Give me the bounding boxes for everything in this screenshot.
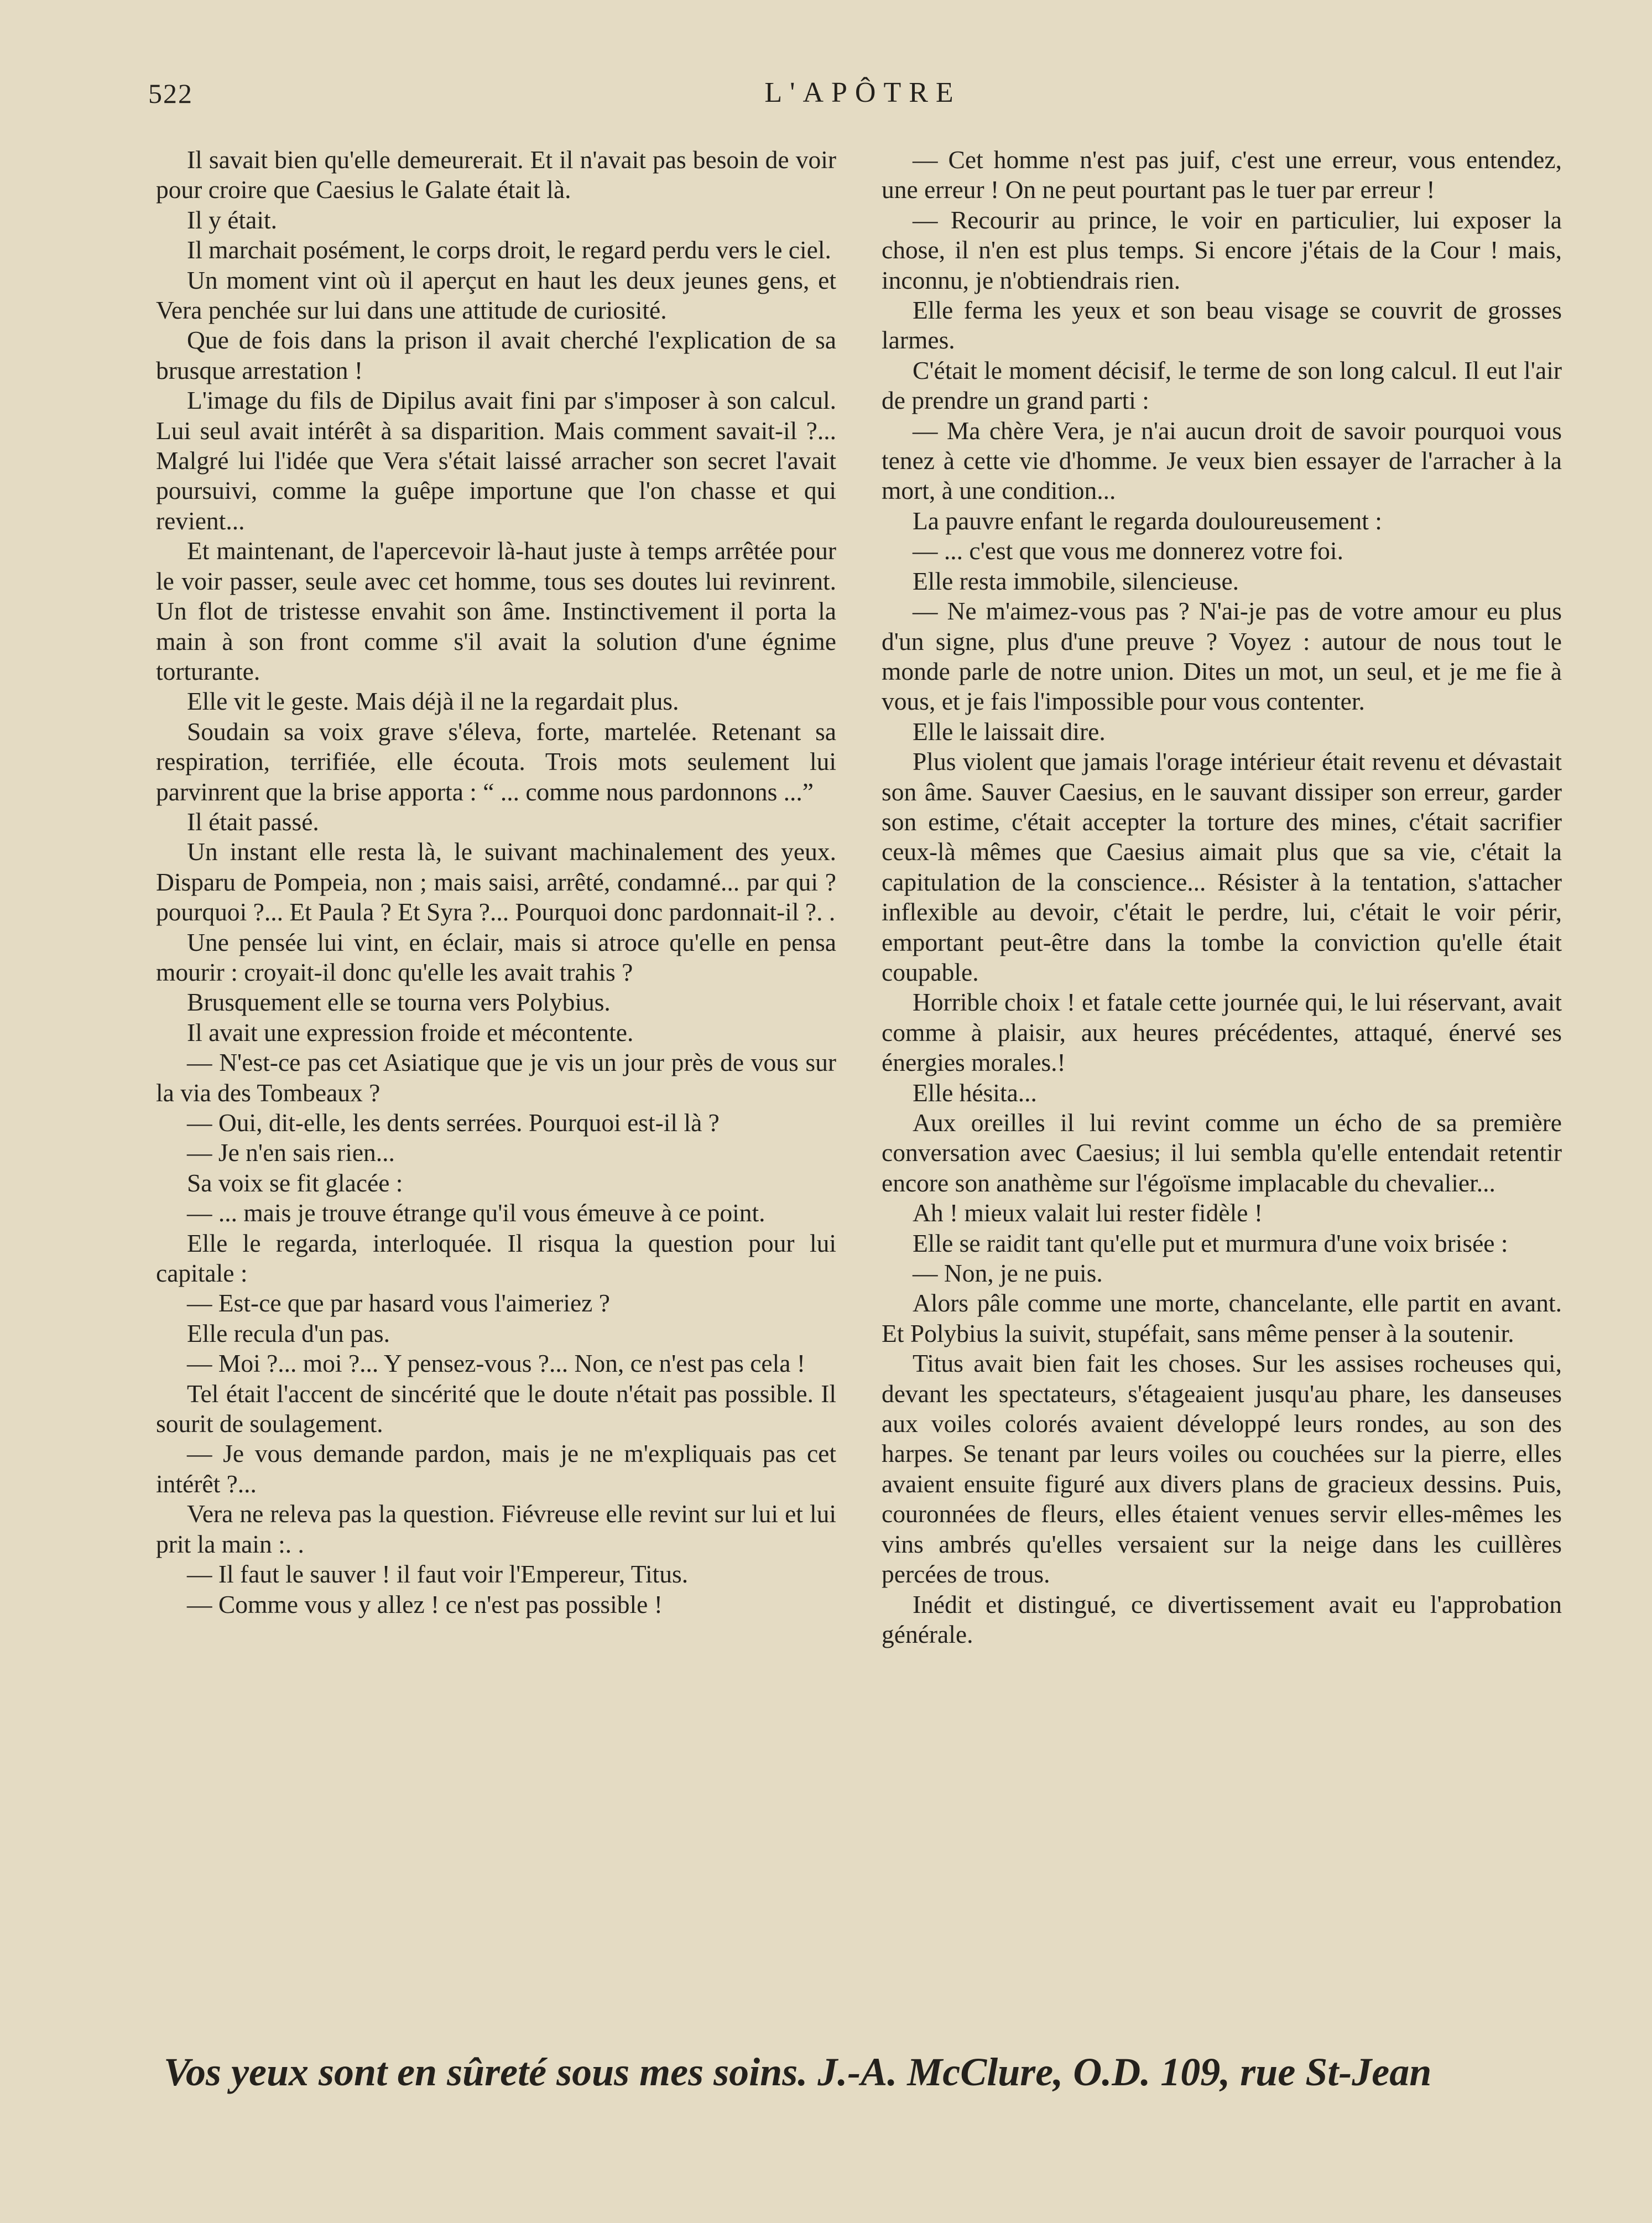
paragraph: — Est-ce que par hasard vous l'aimeriez ? [187,1289,610,1318]
paragraph: Il était passé. [187,807,319,836]
footer-advertisement: Vos yeux sont en sûreté sous mes soins. J.-A. McClure, O.D. 109, rue St-Jean [164,2050,1432,2094]
paragraph: — Recourir au prince, le voir en particulier, lui exposer la chose, il n'en est plus temps. Si encore j'étais de la Cour ! mais, inconnu, je n'obtiendrais rien. [882,205,1562,294]
paragraph: Aux oreilles il lui revint comme un écho de sa première conversation avec Caesius; il lui sembla qu'elle entendait retentir encore son anathème sur l'égoïsme implacable du chevalier... [882,1108,1562,1197]
paragraph: Elle se raidit tant qu'elle put et murmura d'une voix brisée : [913,1228,1508,1257]
paragraph: — Il faut le sauver ! il faut voir l'Empereur, Titus. [187,1560,689,1589]
paragraph: Il marchait posément, le corps droit, le regard perdu vers le ciel. [187,236,831,264]
paragraph: Tel était l'accent de sincérité que le doute n'était pas possible. Il sourit de soulagement. [156,1379,836,1438]
paragraph: — Comme vous y allez ! ce n'est pas possible ! [187,1590,663,1618]
paragraph: Il savait bien qu'elle demeurerait. Et il n'avait pas besoin de voir pour croire que Caesius le Galate était là. [156,145,836,204]
paragraph: Elle recula d'un pas. [187,1319,390,1347]
paragraph: C'était le moment décisif, le terme de son long calcul. Il eut l'air de prendre un grand parti : [882,356,1562,415]
paragraph: L'image du fils de Dipilus avait fini par s'imposer à son calcul. Lui seul avait intérêt à sa disparition. Mais comment savait-il ?... Malgré lui l'idée que Vera s'était laissé arracher son secret l'avait poursuivi, comme la guêpe importune que l'on chasse et qui revient... [156,386,836,535]
paragraph: — Je vous demande pardon, mais je ne m'expliquais pas cet intérêt ?... [156,1439,836,1498]
right-text-column [882,145,1562,1649]
paragraph: — Ne m'aimez-vous pas ? N'ai-je pas de votre amour eu plus d'un signe, plus d'une preuve ? Voyez : autour de nous tout le monde parle de notre union. Dites un mot, un seul, et je me fie à vous, et je fais l'impossible pour vous contenter. [882,597,1562,716]
paragraph: Ah ! mieux valait lui rester fidèle ! [913,1199,1263,1227]
paragraph: Vera ne releva pas la question. Fiévreuse elle revint sur lui et lui prit la main :. . [156,1500,836,1558]
paragraph: — ... c'est que vous me donnerez votre foi. [913,537,1343,565]
paragraph: Elle hésita... [913,1078,1037,1107]
paragraph: La pauvre enfant le regarda douloureusement : [913,506,1382,535]
paragraph: — Non, je ne puis. [913,1259,1103,1288]
paragraph: Inédit et distingué, ce divertissement avait eu l'approbation générale. [882,1590,1562,1648]
paragraph: Que de fois dans la prison il avait cherché l'explication de sa brusque arrestation ! [156,326,836,384]
page-number: 522 [148,78,193,109]
paragraph: Il avait une expression froide et mécontente. [187,1018,634,1047]
paragraph: Un moment vint où il aperçut en haut les deux jeunes gens, et Vera penchée sur lui dans une attitude de curiosité. [156,265,836,325]
paragraph: Une pensée lui vint, en éclair, mais si atroce qu'elle en pensa mourir : croyait-il donc qu'elle les avait trahis ? [156,928,836,986]
paragraph: Elle le regarda, interloquée. Il risqua la question pour lui capitale : [156,1228,836,1288]
paragraph: Titus avait bien fait les choses. Sur les assises rocheuses qui, devant les spectateurs, s'étageaient jusqu'au phare, les danseuses aux voiles colorés avaient développé leurs rondes, au son des harpes. Se tenant par leurs voiles ou couchées sur la pierre, elles avaient ensuite figuré aux divers plans de gracieux dessins. Puis, couronnées de fleurs, elles étaient venues servir elles-mêmes les vins ambrés qu'elles versaient sur la neige dans les cuillères percées de trous. [882,1349,1562,1589]
paragraph: Elle vit le geste. Mais déjà il ne la regardait plus. [187,687,679,716]
paragraph: Elle resta immobile, silencieuse. [913,566,1239,595]
paragraph: — Ma chère Vera, je n'ai aucun droit de savoir pourquoi vous tenez à cette vie d'homme. Je veux bien essayer de l'arracher à la mort, à une condition... [882,416,1562,505]
paragraph: — ... mais je trouve étrange qu'il vous émeuve à ce point. [187,1199,765,1227]
paragraph: Elle ferma les yeux et son beau visage se couvrit de grosses larmes. [882,296,1562,355]
paragraph: Un instant elle resta là, le suivant machinalement des yeux. Disparu de Pompeia, non ; mais saisi, arrêté, condamné... par qui ? pourquoi ?... Et Paula ? Et Syra ?... Pourquoi donc pardonnait-il ?. . [156,837,836,926]
paragraph: Soudain sa voix grave s'éleva, forte, martelée. Retenant sa respiration, terrifiée, elle écouta. Trois mots seulement lui parvinrent que la brise apporta : “ ... comme nous pardonnons ...” [156,717,836,806]
paragraph: Il y était. [187,205,277,234]
paragraph: — Oui, dit-elle, les dents serrées. Pourquoi est-il là ? [187,1108,720,1137]
paragraph: Horrible choix ! et fatale cette journée qui, le lui réservant, avait comme à plaisir, aux heures précédentes, attaqué, énervé ses énergies morales.! [882,988,1562,1077]
running-title: L'APÔTRE [764,77,961,108]
paragraph: Alors pâle comme une morte, chancelante, elle partit en avant. Et Polybius la suivit, stupéfait, sans même penser à la soutenir. [882,1289,1562,1347]
paragraph: — Cet homme n'est pas juif, c'est une erreur, vous entendez, une erreur ! On ne peut pourtant pas le tuer par erreur ! [882,145,1562,204]
paragraph: — Moi ?... moi ?... Y pensez-vous ?... Non, ce n'est pas cela ! [187,1349,805,1378]
paragraph: — Je n'en sais rien... [187,1138,395,1167]
paragraph: Sa voix se fit glacée : [187,1168,403,1197]
paragraph: Brusquement elle se tourna vers Polybius. [187,988,611,1017]
paragraph: Plus violent que jamais l'orage intérieur était revenu et dévastait son âme. Sauver Caesius, en le sauvant dissiper son erreur, garder son estime, c'était accepter la torture des mines, c'était sacrifier ceux-là mêmes que Caesius aimait plus que sa vie, c'était la capitulation de la conscience... Résister à la tentation, s'attacher inflexible au devoir, c'était le perdre, lui, c'était le voir périr, emportant peut-être dans la tombe la conviction qu'elle était coupable. [882,747,1562,986]
left-text-column [156,145,836,1620]
paragraph: Elle le laissait dire. [913,717,1106,746]
paragraph: Et maintenant, de l'apercevoir là-haut juste à temps arrêtée pour le voir passer, seule avec cet homme, tous ses doutes lui revinrent. Un flot de tristesse envahit son âme. Instinctivement il porta la main à son front comme s'il avait la solution d'une égnime torturante. [156,537,836,685]
paragraph: — N'est-ce pas cet Asiatique que je vis un jour près de vous sur la via des Tombeaux ? [156,1048,836,1107]
